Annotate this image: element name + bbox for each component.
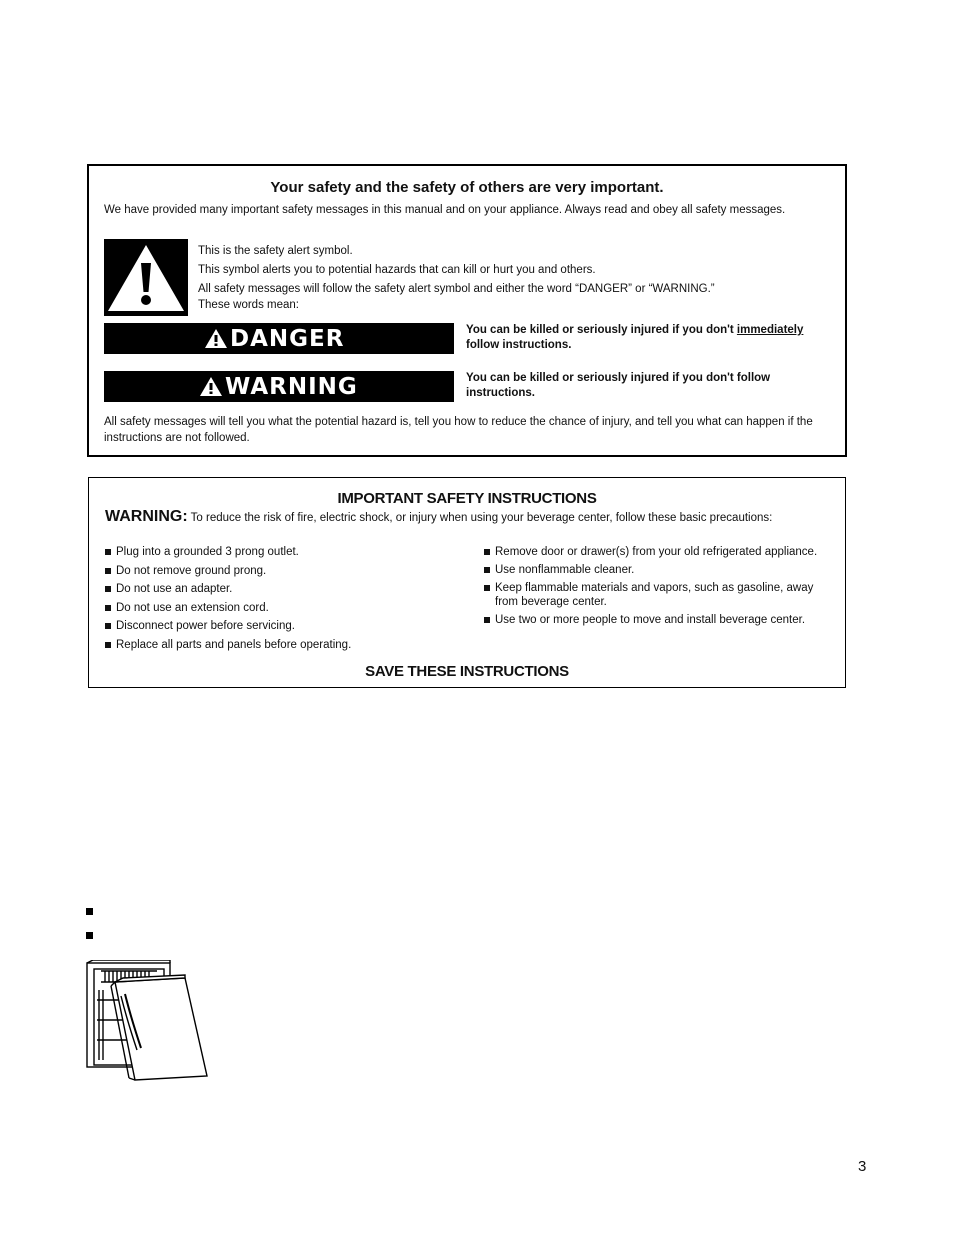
precautions-left-list	[105, 545, 465, 656]
safety-title: Your safety and the safety of others are very important.	[270, 179, 664, 196]
safety-message-box	[87, 164, 847, 457]
list-item: Do not use an adapter.	[105, 582, 465, 596]
list-item: Replace all parts and panels before operating.	[105, 638, 465, 652]
warning-signal-bar	[104, 371, 454, 402]
safety-intro: We have provided many important safety messages in this manual and on your appliance. Always read and obey all safety messages.	[104, 204, 786, 216]
important-safety-instructions-box	[88, 477, 846, 688]
warning-description: You can be killed or seriously injured if you don't follow instructions.	[466, 372, 771, 399]
precautions-right-list	[484, 545, 824, 631]
list-item: Remove door or drawer(s) from your old refrigerated appliance.	[484, 545, 824, 559]
list-item: Do not remove ground prong.	[105, 564, 465, 578]
danger-label: DANGER	[230, 325, 345, 352]
danger-signal-bar	[104, 323, 454, 354]
danger-description	[466, 323, 838, 353]
instructions-warning	[105, 509, 825, 526]
danger-text-underlined: immediately	[736, 324, 804, 336]
list-item: Do not use an extension cord.	[105, 601, 465, 615]
alert-line-1: This is the safety alert symbol.	[198, 245, 353, 257]
instructions-warning-text: To reduce the risk of fire, electric shock, or injury when using your beverage center, follow these basic precautions:	[187, 512, 773, 524]
alert-line-2: This symbol alerts you to potential hazards that can kill or hurt you and others.	[198, 264, 596, 276]
list-item: Plug into a grounded 3 prong outlet.	[105, 545, 465, 559]
alert-line-4: These words mean:	[198, 299, 299, 311]
safety-alert-symbol-icon	[104, 239, 188, 316]
beverage-center-door-removal-illustration	[85, 960, 210, 1082]
page-number: 3	[858, 1158, 867, 1175]
warning-alert-icon	[199, 376, 223, 397]
danger-text-a: You can be killed or seriously injured if you don't	[466, 324, 737, 336]
bullet-square	[86, 932, 93, 939]
danger-alert-icon	[204, 328, 228, 349]
list-item: Keep flammable materials and vapors, such as gasoline, away from beverage center.	[484, 581, 824, 609]
instructions-warning-label: WARNING:	[105, 508, 188, 525]
save-instructions: SAVE THESE INSTRUCTIONS	[365, 663, 569, 680]
safety-outro: All safety messages will tell you what the potential hazard is, tell you how to reduce the chance of injury, and tell you what can happen if the instructions are not followed.	[104, 416, 813, 444]
alert-line-3: All safety messages will follow the safety alert symbol and either the word “DANGER” or “WARNING.”	[198, 283, 715, 295]
alert-symbol-explanation	[198, 243, 818, 313]
warning-label: WARNING	[225, 373, 358, 400]
list-item: Disconnect power before servicing.	[105, 619, 465, 633]
bullet-square	[86, 908, 93, 915]
list-item: Use two or more people to move and install beverage center.	[484, 613, 824, 627]
instructions-heading: IMPORTANT SAFETY INSTRUCTIONS	[337, 490, 597, 507]
list-item: Use nonflammable cleaner.	[484, 563, 824, 577]
danger-text-b: follow instructions.	[466, 339, 572, 351]
